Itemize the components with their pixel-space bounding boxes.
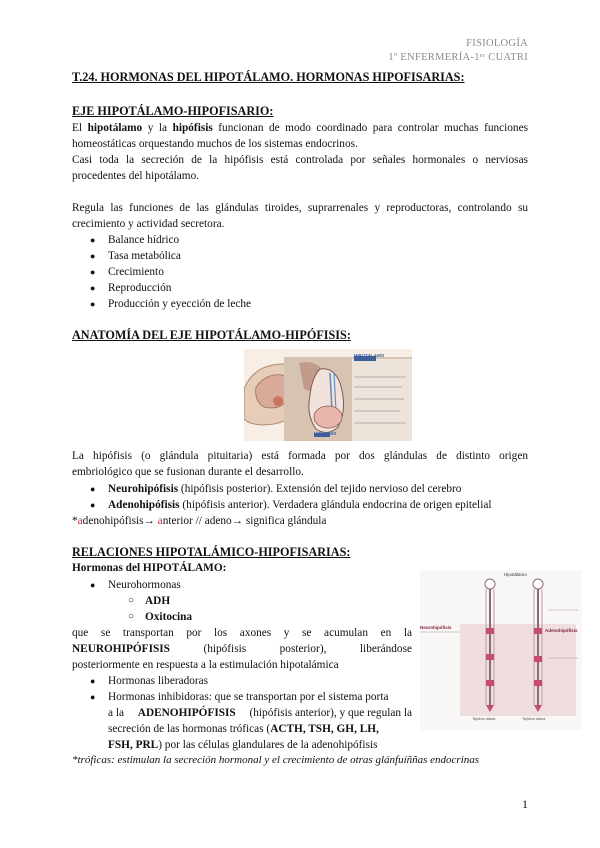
list-item: Balance hídrico <box>108 234 180 246</box>
paragraph-line: El hipotálamo y la hipófisis funcionan de modo coordinado para controlar muchas funciones <box>72 122 528 134</box>
figure-label-adenohipofisis: Adenohipófisis <box>545 628 578 633</box>
header-course: 1º ENFERMERÍA-1ᵉʳ CUATRI <box>388 52 528 63</box>
etymology-note: *adenohipófisis→ anterior // adeno→ significa glándula <box>72 515 327 527</box>
list-item-inhibidoras-cont: secreción de las hormonas tróficas (ACTH, TSH, GH, LH, <box>108 723 379 735</box>
figure-label-tejidos-2: Tejidos diana <box>522 716 546 721</box>
page-number: 1 <box>522 797 528 811</box>
figure-label-hypothalamus: HIPOTÁLAMO <box>354 353 385 358</box>
list-item: Producción y eyección de leche <box>108 298 252 310</box>
paragraph-line: que se transportan por los axones y se acumulan en la <box>72 627 412 639</box>
paragraph-line: Regula las funciones de las glándulas tiroides, suprarrenales y reproductoras, controlando su <box>72 202 528 214</box>
paragraph-line: procedentes del hipotálamo. <box>72 170 200 182</box>
section-heading-relaciones: RELACIONES HIPOTALÁMICO-HIPOFISARIAS: <box>72 545 351 559</box>
paragraph-line: posteriormente en respuesta a la estimulación hipotalámica <box>72 659 339 671</box>
paragraph-line: NEUROHIPÓFISIS (hipófisis posterior), liberándose <box>72 643 412 655</box>
document-title: T.24. HORMONAS DEL HIPOTÁLAMO. HORMONAS HIPOFISARIAS: <box>72 70 465 84</box>
section-heading-eje: EJE HIPOTÁLAMO-HIPOFISARIO: <box>72 104 274 118</box>
list-item-inhibidoras-cont: a la ADENOHIPÓFISIS (hipófisis anterior), y que regulan la <box>108 707 412 719</box>
list-item-inhibidoras: Hormonas inhibidoras: que se transportan por el sistema porta <box>108 691 389 703</box>
paragraph-line: La hipófisis (o glándula pituitaria) está formada por dos glándulas de distinto origen <box>72 450 528 462</box>
list-item: Tasa metabólica <box>108 250 181 262</box>
hypothalamic-pituitary-figure <box>420 570 582 730</box>
list-item-inhibidoras-cont: FSH, PRL) por las células glandulares de la adenohipófisis <box>108 739 378 751</box>
paragraph-line: Casi toda la secreción de la hipófisis está controlada por señales hormonales o nerviosas <box>72 154 528 166</box>
list-item-liberadoras: Hormonas liberadoras <box>108 675 209 687</box>
list-item-adenohipofisis: Adenohipófisis (hipófisis anterior). Verdadera glándula endocrina de origen epitelial <box>108 499 492 511</box>
paragraph-line: homeostáticas orquestando muchos de los sistemas endocrinos. <box>72 138 358 150</box>
section-heading-anatomia: ANATOMÍA DEL EJE HIPOTÁLAMO-HIPÓFISIS: <box>72 328 351 342</box>
paragraph-line: embriológico que se fusionan durante el desarrollo. <box>72 466 304 478</box>
figure-label-neurohipofisis: Neurohipófisis <box>420 625 452 630</box>
list-item: Crecimiento <box>108 266 164 278</box>
subheading-hipotalamo: Hormonas del HIPOTÁLAMO: <box>72 562 227 574</box>
pituitary-anatomy-figure <box>244 349 412 441</box>
list-item-adh: ADH <box>145 595 171 607</box>
figure-label-pituitary: HIPÓFISIS <box>314 431 337 436</box>
list-item: Reproducción <box>108 282 172 294</box>
figure-label-tejidos-1: Tejidos diana <box>472 716 496 721</box>
paragraph-line: crecimiento y actividad secretora. <box>72 218 225 230</box>
list-item-oxitocina: Oxitocina <box>145 611 193 623</box>
figure-label-hipotalamo: Hipotálamo <box>504 572 527 577</box>
list-item-neurohipofisis: Neurohipófisis (hipófisis posterior). Extensión del tejido nervioso del cerebro <box>108 483 462 495</box>
list-item-neurohormonas: Neurohormonas <box>108 579 181 591</box>
footnote-troficas: *tróficas: estimulan la secreción hormonal y el crecimiento de otras glánfuíññas endocrinas <box>72 754 480 766</box>
header-subject: FISIOLOGÍA <box>466 38 528 49</box>
document-page: FISIOLOGÍA 1º ENFERMERÍA-1ᵉʳ CUATRI T.24. HORMONAS DEL HIPOTÁLAMO. HORMONAS HIPOFISARIAS: EJE HIPOTÁLAMO-HIPOFISARIO: El hipotálamo y la hipófisis funcionan de modo coordinado para controlar muchas funciones homeostáticas orquestando muchos de los sistemas endocrinos. Casi toda la secreción de la hipófisis está controlada por señales hormonales o nerviosas procedentes del hipotálamo. Regula las funciones de las glándulas tiroides, suprarrenales y reproductoras, controlando su crecimiento y actividad secretora. ● Balance hídrico ● Tasa metabólica ● Crecimiento ● Reproducción ● Producción y eyección de leche ANATOMÍA DEL EJE HIPOTÁLAMO-HIPÓFISIS: HIPOTÁLAMO HIPÓFISIS La hipófisis (o glándula pituitaria) está formada por dos glándulas de distinto origen embriológico que se fusionan durante el desarrollo. ● Neurohipófisis (hipófisis posterior). Extensión del tejido nervioso del cerebro ● Adenohipófisis (hipófisis anterior). Verdadera glándula endocrina de origen epitelial *adenohipófisis→ anterior // adeno→ significa glándula RELACIONES HIPOTALÁMICO-HIPOFISARIAS: Hormonas del HIPOTÁLAMO: ● Neurohormonas ○ ADH ○ Oxitocina que se transportan por los axones y se acumulan en la NEUROHIPÓFISIS (hipófisis posterior), liberándose posteriormente en respuesta a la estimulación hipotalámica ● Hormonas liberadoras ● Hormonas inhibidoras: que se transportan por el sistema porta a la ADENOHIPÓFISIS (hipófisis anterior), y que regulan la secreción de las hormonas tróficas (ACTH, TSH, GH, LH, FSH, PRL) por las células glandulares de la adenohipófisis *tróficas: estimulan la secreción hormonal y el crecimiento de otras glánfuíññas endocrinas Hipotálamo Neurohipófisis Adenohipófisis Tejidos diana Tejidos diana 1 <box>0 0 600 848</box>
